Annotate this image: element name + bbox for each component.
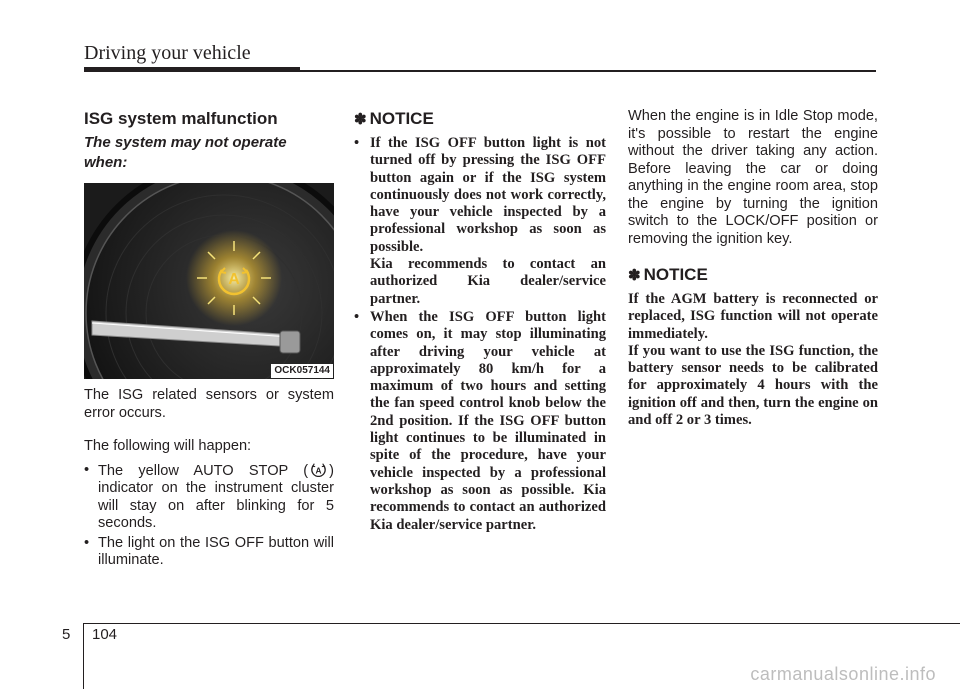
effects-list xyxy=(84,462,334,570)
bullet-icon: • xyxy=(84,534,90,551)
notice-heading-label: NOTICE xyxy=(643,265,708,284)
following-paragraph: The following will happen: xyxy=(84,438,252,454)
right-column xyxy=(628,108,878,429)
star-icon: ✽ xyxy=(628,267,641,284)
page-header-title: Driving your vehicle xyxy=(84,42,251,64)
notice-item xyxy=(354,309,606,534)
cluster-illustration xyxy=(84,183,334,379)
star-icon: ✽ xyxy=(354,111,367,128)
notice-item-extra: Kia recommends to contact an authorized Kia dealer/service partner. xyxy=(370,256,606,307)
calibration-notice-text: If you want to use the ISG function, the battery sensor needs to be calibrated for approximately 4 hours with the ignition off and then, turn the engine on and off 2 or 3 times. xyxy=(628,342,878,429)
notice-heading xyxy=(354,108,606,131)
bullet-icon: • xyxy=(354,308,360,325)
list-item-text-pre: The yellow AUTO STOP ( xyxy=(98,462,309,479)
notice-item-text: If the ISG OFF button light is not turned off by pressing the ISG OFF button again or if the ISG system continuously does not work correctly, have your vehicle inspected by a professional workshop as soon as possible. xyxy=(370,135,606,255)
header-rule-thick xyxy=(84,67,300,72)
section-title: ISG system malfunction xyxy=(84,109,278,128)
notice-list xyxy=(354,135,606,534)
notice-heading-label: NOTICE xyxy=(369,109,434,128)
instrument-cluster-figure xyxy=(84,183,334,379)
battery-notice-text: If the AGM battery is reconnected or replaced, ISG function will not operate immediately. xyxy=(628,291,878,342)
notice-item xyxy=(354,135,606,308)
list-item xyxy=(84,462,334,533)
chapter-number: 5 xyxy=(62,626,71,643)
footer-rule-vertical xyxy=(83,623,84,689)
figure-code: OCK057144 xyxy=(271,364,333,378)
bullet-icon: • xyxy=(84,461,90,478)
error-paragraph: The ISG related sensors or system error occurs. xyxy=(84,387,334,421)
idle-stop-paragraph: When the engine is in Idle Stop mode, it's possible to restart the engine without the driver taking any action. Before leaving the car or doing anything in the engine room area, stop the engine by turning the ignition switch to the LOCK/OFF position or removing the ignition key. xyxy=(628,108,878,247)
list-item-text: The light on the ISG OFF button will illuminate. xyxy=(98,534,334,568)
notice-heading xyxy=(628,264,878,287)
list-item-text-post: ) indicator on the instrument cluster will stay on after blinking for 5 seconds. xyxy=(98,462,334,531)
list-item xyxy=(84,535,334,570)
header-rule-thin xyxy=(300,70,876,72)
notice-item-text: When the ISG OFF button light comes on, it may stop illuminating after driving your vehicle at approximately 80 km/h for a maximum of two hours and setting the fan speed control knob below the 2nd position. If the ISG OFF button light continues to be illuminated in spite of the procedure, have your vehicle inspected by a professional workshop as soon as possible. Kia recommends to contact an authorized Kia dealer/service partner. xyxy=(370,308,606,533)
svg-text:A: A xyxy=(228,271,240,288)
watermark: carmanualsonline.info xyxy=(750,664,936,684)
middle-column xyxy=(354,108,606,535)
section-subtitle: The system may not operate when: xyxy=(84,134,287,171)
svg-text:A: A xyxy=(315,465,322,476)
auto-stop-icon xyxy=(310,462,327,477)
footer-rule-horizontal xyxy=(83,623,960,624)
bullet-icon: • xyxy=(354,135,360,151)
page-number: 104 xyxy=(92,626,118,643)
left-column xyxy=(84,108,334,572)
